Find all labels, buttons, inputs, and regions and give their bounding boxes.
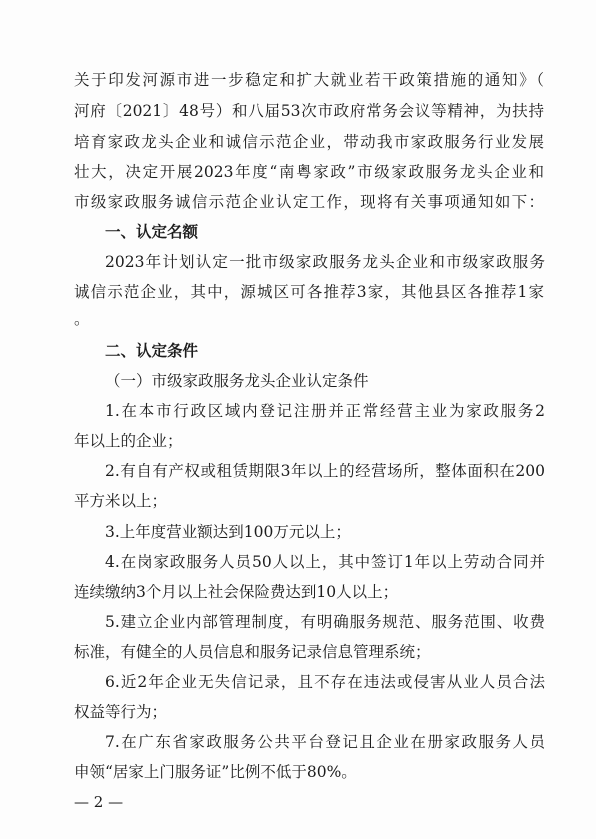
list-item-line: 3.上年度营业额达到100万元以上； — [105, 523, 351, 541]
paragraph-line: 壮大，决定开展2023年度“南粤家政”市级家政服务龙头企业和 — [74, 163, 544, 181]
paragraph-line: 2023年计划认定一批市级家政服务龙头企业和市级家政服务 — [105, 253, 545, 271]
list-item-line: 标准，有健全的人员信息和服务记录信息管理系统； — [74, 643, 431, 661]
list-item-line: 年以上的企业； — [74, 432, 183, 450]
paragraph-line: 河府〔2021〕48号）和八届53次市政府常务会议等精神，为扶持 — [74, 102, 544, 120]
paragraph-line: 。 — [74, 310, 90, 328]
paragraph-line: 诚信示范企业，其中，源城区可各推荐3家，其他县区各推荐1家 — [74, 283, 544, 301]
list-item-line: 1.在本市行政区域内登记注册并正常经营主业为家政服务2 — [105, 402, 545, 420]
paragraph-line: 关于印发河源市进一步稳定和扩大就业若干政策措施的通知》（ — [74, 71, 544, 89]
page-number: — 2 — — [74, 793, 124, 811]
section-heading: 二、认定条件 — [105, 342, 199, 360]
subsection-heading: （一）市级家政服务龙头企业认定条件 — [105, 372, 369, 390]
list-item-line: 2.有自有产权或租赁期限3年以上的经营场所，整体面积在200 — [105, 462, 545, 480]
list-item-line: 权益等行为； — [74, 703, 168, 721]
list-item-line: 连续缴纳3个月以上社会保险费达到10人以上； — [74, 583, 399, 601]
list-item-line: 平方米以上； — [74, 492, 168, 510]
paragraph-line: 培育家政龙头企业和诚信示范企业，带动我市家政服务行业发展 — [74, 133, 544, 151]
list-item-line: 5.建立企业内部管理制度，有明确服务规范、服务范围、收费 — [105, 613, 545, 631]
list-item-line: 6.近2年企业无失信记录，且不存在违法或侵害从业人员合法 — [105, 673, 545, 691]
paragraph-line: 市级家政服务诚信示范企业认定工作，现将有关事项通知如下： — [74, 193, 544, 211]
section-heading: 一、认定名额 — [105, 223, 199, 241]
list-item-line: 4.在岗家政服务人员50人以上，其中签订1年以上劳动合同并 — [105, 553, 545, 571]
list-item-line: 7.在广东省家政服务公共平台登记且企业在册家政服务人员 — [105, 733, 545, 751]
list-item-line: 申领“居家上门服务证”比例不低于80%。 — [74, 763, 357, 781]
